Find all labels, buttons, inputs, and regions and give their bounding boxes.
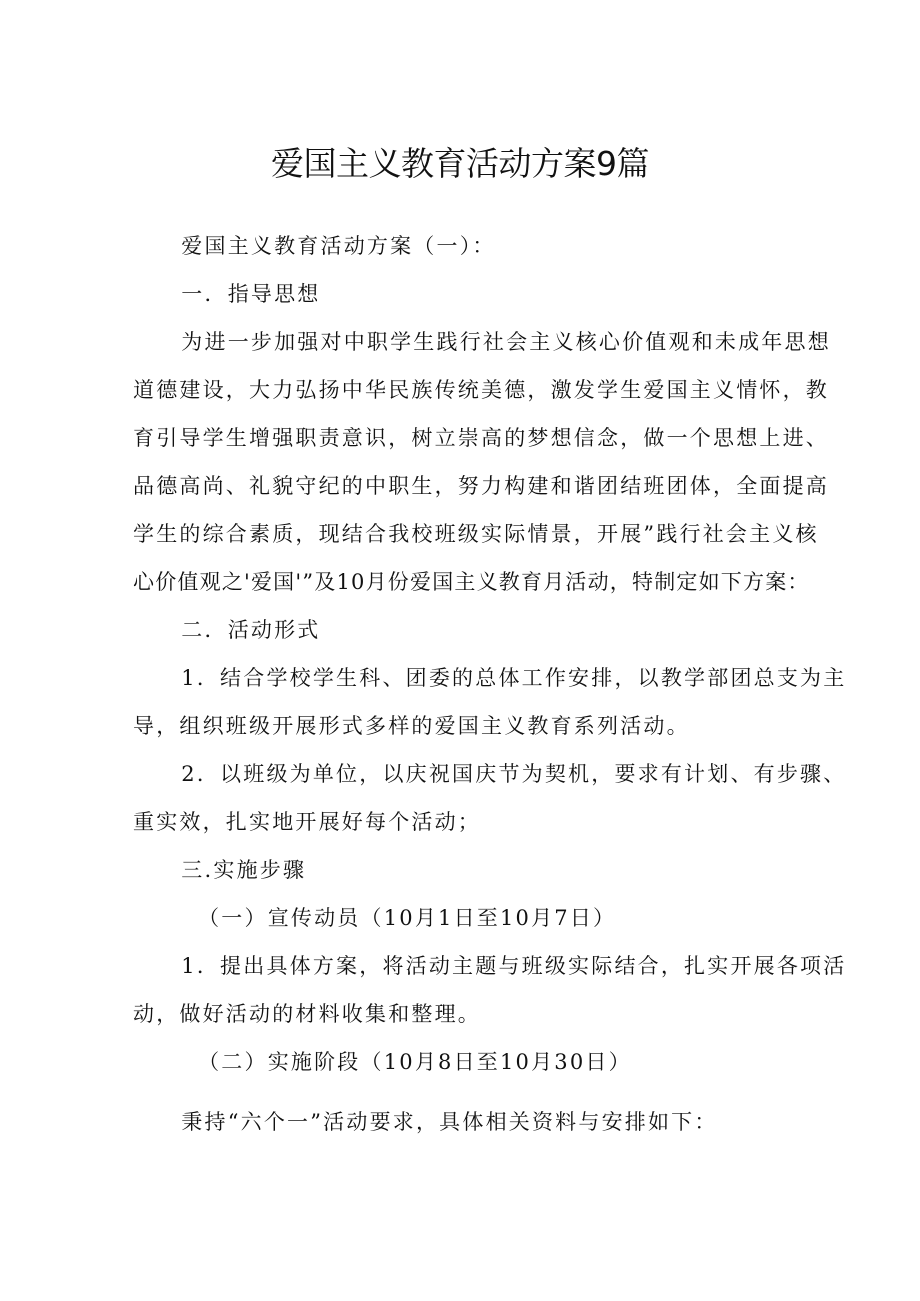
plan-heading: 爱国主义教育活动方案（一）： bbox=[181, 234, 496, 258]
section-heading-guiding-ideology: 一．指导思想 bbox=[181, 282, 321, 306]
paragraph-line: 1．提出具体方案，将活动主题与班级实际结合，扎实开展各项活 bbox=[181, 954, 847, 978]
paragraph-line: 导，组织班级开展形式多样的爱国主义教育系列活动。 bbox=[133, 714, 690, 738]
paragraph-guiding-ideology bbox=[133, 318, 831, 606]
closing-line: 秉持“六个一”活动要求，具体相关资料与安排如下： bbox=[181, 1110, 718, 1134]
paragraph-line: 学生的综合素质，现结合我校班级实际情景，开展”践行社会主义核 bbox=[133, 522, 819, 546]
paragraph-line: 重实效，扎实地开展好每个活动； bbox=[133, 810, 481, 834]
list-item-step-1 bbox=[133, 942, 847, 1038]
list-item-activity-form-1 bbox=[133, 654, 847, 750]
paragraph-line: 品德高尚、礼貌守纪的中职生，努力构建和谐团结班团体，全面提高 bbox=[133, 474, 829, 498]
section-heading-implementation-steps: 三.实施步骤 bbox=[181, 858, 307, 882]
document-title: 爱国主义教育活动方案9篇 bbox=[271, 144, 649, 183]
paragraph-line: 为进一步加强对中职学生践行社会主义核心价值观和未成年思想 bbox=[181, 330, 831, 354]
paragraph-line: 1．结合学校学生科、团委的总体工作安排，以教学部团总支为主 bbox=[181, 666, 847, 690]
paragraph-line: 动，做好活动的材料收集和整理。 bbox=[133, 1002, 481, 1026]
stage-heading-implementation: （二）实施阶段（10月8日至10月30日） bbox=[198, 1050, 632, 1074]
paragraph-line: 心价值观之'爱国'”及10月份爱国主义教育月活动，特制定如下方案： bbox=[133, 570, 810, 594]
stage-heading-publicity: （一）宣传动员（10月1日至10月7日） bbox=[198, 906, 617, 930]
paragraph-line: 道德建设，大力弘扬中华民族传统美德，激发学生爱国主义情怀，教 bbox=[133, 378, 829, 402]
paragraph-line: 育引导学生增强职责意识，树立崇高的梦想信念，做一个思想上进、 bbox=[133, 426, 829, 450]
paragraph-line: 2．以班级为单位，以庆祝国庆节为契机，要求有计划、有步骤、 bbox=[181, 762, 847, 786]
list-item-activity-form-2 bbox=[133, 750, 847, 846]
document-body bbox=[133, 222, 847, 1146]
section-heading-activity-forms: 二．活动形式 bbox=[181, 618, 321, 642]
